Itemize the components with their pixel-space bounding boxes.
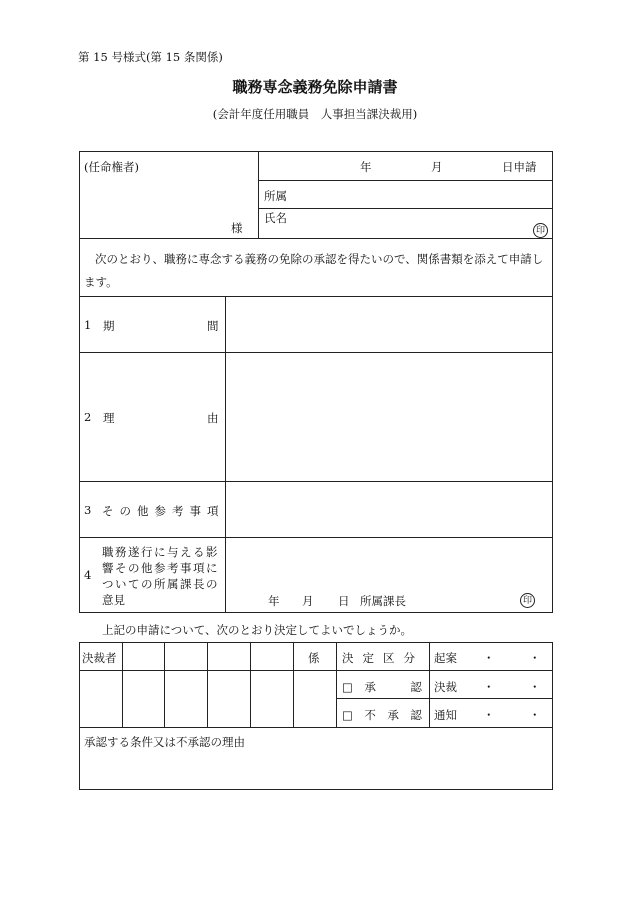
- decision-category-label: 決定区分: [342, 651, 424, 665]
- item-4-label-line-4: 意見: [102, 593, 125, 607]
- item-2-label-b: 由: [207, 411, 219, 425]
- item-4-label-line-3: ついての所属課長の: [102, 577, 219, 591]
- apply-day-label: 日申請: [502, 160, 537, 174]
- sama-label: 様: [231, 221, 243, 235]
- kian-date-dots: ・ ・: [483, 651, 541, 665]
- item-3-number: 3: [84, 503, 92, 517]
- reject-checkbox[interactable]: □ 不 承 認: [342, 708, 422, 722]
- item-3-label: その他参考事項: [102, 504, 225, 518]
- kakari-label: 係: [308, 651, 320, 665]
- approve-checkbox[interactable]: □ 承 認: [342, 680, 422, 694]
- apply-year-label: 年: [360, 160, 372, 174]
- item-2-number: 2: [84, 410, 92, 424]
- item-1-label-b: 間: [207, 319, 219, 333]
- conditions-label: 承認する条件又は不承認の理由: [84, 735, 245, 749]
- kessai-date-dots: ・ ・: [483, 680, 541, 694]
- item-4-month-label: 月: [302, 594, 314, 608]
- chief-seal-icon: 印: [520, 593, 535, 608]
- item-4-chief-label: 所属課長: [360, 594, 406, 608]
- tsuchi-label: 通知: [434, 708, 457, 722]
- apply-month-label: 月: [431, 160, 443, 174]
- appointer-label: (任命権者): [84, 160, 139, 174]
- decision-intro: 上記の申請について、次のとおり決定してよいでしょうか。: [102, 623, 413, 637]
- item-1-number: 1: [84, 318, 92, 332]
- kessaisha-label: 決裁者: [82, 651, 117, 665]
- item-4-number: 4: [84, 568, 92, 582]
- name-label: 氏名: [264, 211, 287, 225]
- page-title: 職務専念義務免除申請書: [232, 78, 398, 96]
- kian-label: 起案: [434, 651, 457, 665]
- page-subtitle: (会計年度任用職員 人事担当課決裁用): [212, 107, 418, 121]
- applicant-seal-icon: 印: [533, 223, 548, 238]
- item-2-label-a: 理: [103, 411, 115, 425]
- statement-line-1: 次のとおり、職務に専念する義務の免除の承認を得たいので、関係書類を添えて申請し: [95, 252, 544, 266]
- affiliation-label: 所属: [264, 189, 287, 203]
- form-number: 第 15 号様式(第 15 条関係): [78, 50, 223, 64]
- item-4-label-line-1: 職務遂行に与える影: [102, 545, 219, 559]
- item-4-day-label: 日: [338, 594, 350, 608]
- tsuchi-date-dots: ・ ・: [483, 708, 541, 722]
- kessai-label: 決裁: [434, 680, 457, 694]
- item-4-year-label: 年: [268, 594, 280, 608]
- item-4-label-line-2: 響その他参考事項に: [102, 561, 219, 575]
- statement-line-2: ます。: [84, 275, 118, 289]
- item-1-label-a: 期: [103, 319, 115, 333]
